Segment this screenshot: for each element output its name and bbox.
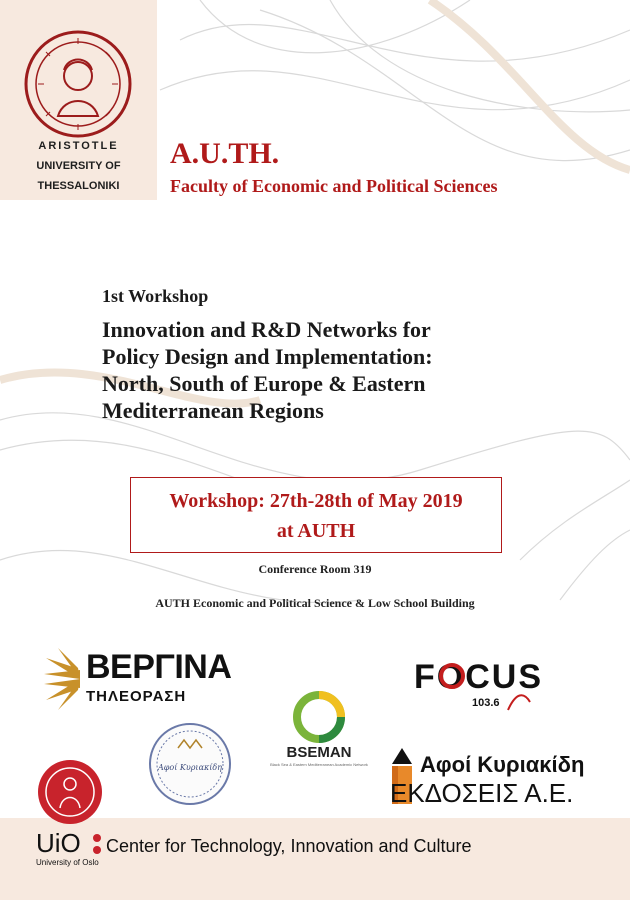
kyriakidis-logo-subtext: ΕΚΔΟΣΕΙΣ Α.Ε. bbox=[390, 778, 574, 808]
faculty-name: Faculty of Economic and Political Sciences bbox=[170, 176, 498, 196]
uio-dots-icon bbox=[92, 832, 102, 856]
workshop-title-line: Mediterranean Regions bbox=[102, 398, 324, 423]
auth-seal-icon bbox=[24, 30, 132, 138]
conference-room: Conference Room 319 bbox=[258, 562, 372, 576]
press-seal-icon bbox=[148, 722, 232, 806]
date-box bbox=[130, 477, 502, 553]
workshop-title-line: Policy Design and Implementation: bbox=[102, 344, 433, 369]
kyriakidis-logo-text: Αφοί Κυριακίδη bbox=[420, 752, 585, 777]
university-name-line-2: UNIVERSITY OF bbox=[36, 160, 121, 172]
auth-title: A.U.TH. bbox=[170, 137, 280, 170]
workshop-label: 1st Workshop bbox=[102, 286, 209, 306]
vergina-star-icon bbox=[40, 648, 84, 710]
focus-frequency: 103.6 bbox=[472, 697, 500, 709]
focus-logo-text: FOCUS bbox=[414, 658, 543, 696]
vergina-logo-subtext: ΤΗΛΕΟΡΑΣΗ bbox=[86, 688, 187, 705]
uio-seal-icon bbox=[36, 758, 104, 826]
workshop-date: Workshop: 27th-28th of May 2019 bbox=[169, 490, 463, 512]
bseman-ring-icon bbox=[292, 690, 346, 744]
workshop-title-line: North, South of Europe & Eastern bbox=[102, 371, 426, 396]
university-logo-panel bbox=[0, 0, 157, 200]
focus-logo-icon bbox=[412, 652, 588, 712]
workshop-title-line: Innovation and R&D Networks for bbox=[102, 317, 431, 342]
vergina-logo-text: ΒΕΡΓΙΝΑ bbox=[86, 648, 232, 686]
bseman-logo-text: BSEMAN bbox=[286, 744, 352, 761]
bseman-subtitle: Black Sea & Eastern Mediterranean Academic Network bbox=[270, 762, 368, 767]
center-name: Center for Technology, Innovation and Culture bbox=[106, 836, 472, 856]
workshop-place: at AUTH bbox=[276, 520, 356, 542]
university-name-line-1: ARISTOTLE bbox=[38, 140, 119, 152]
uio-logo-text: UiO bbox=[36, 828, 81, 858]
uio-subtitle: University of Oslo bbox=[36, 858, 99, 867]
university-name-line-3: THESSALONIKI bbox=[37, 180, 120, 192]
building-name: AUTH Economic and Political Science & Low School Building bbox=[155, 596, 475, 610]
press-seal-text: Αφοί Κυριακίδη bbox=[158, 763, 222, 772]
workshop-title bbox=[102, 316, 572, 424]
